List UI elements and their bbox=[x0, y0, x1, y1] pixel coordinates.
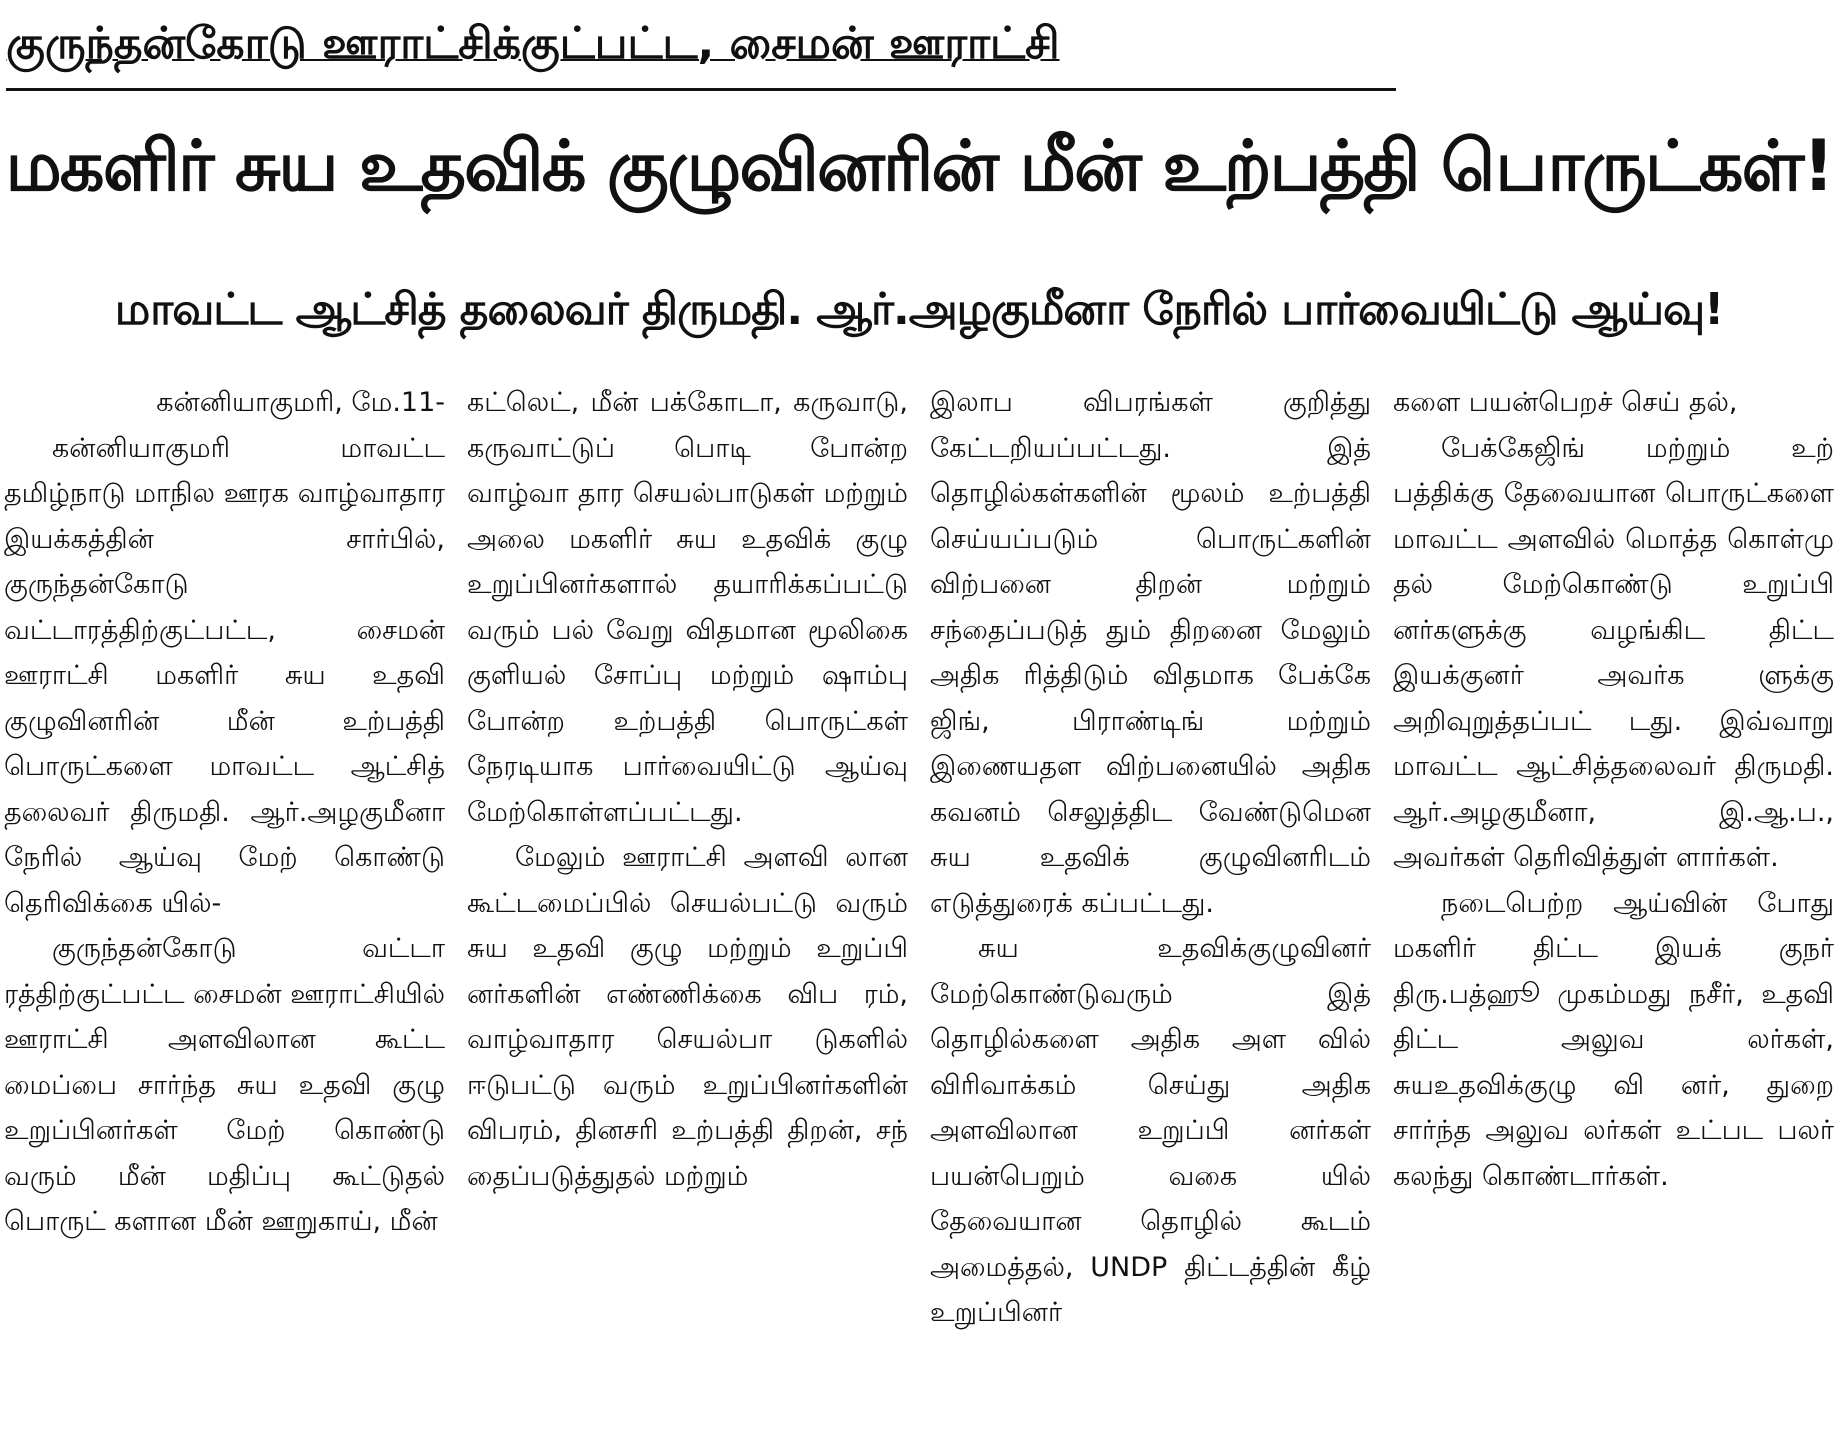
subheadline: மாவட்ட ஆட்சித் தலைவர் திருமதி. ஆர்.அழகுமீனா நேரில் பார்வையிட்டு ஆய்வு! bbox=[114, 283, 1724, 335]
paragraph: மேலும் ஊராட்சி அளவி லான கூட்டமைப்பில் செயல்பட்டு வரும் சுய உதவி குழு மற்றும் உறுப்பி னர்களின் எண்ணிக்கை விப ரம், வாழ்வாதார செயல்பா டுகளில் ஈடுபட்டு வரும் உறுப்பினர்களின் விபரம், தினசரி உற்பத்தி திறன், சந் தைப்படுத்துதல் மற்றும் bbox=[467, 842, 908, 1192]
paragraph: களை பயன்பெறச் செய் தல், bbox=[1393, 387, 1738, 418]
headline: மகளிர் சுய உதவிக் குழுவினரின் மீன் உற்பத்தி பொருட்கள்! bbox=[5, 124, 1833, 207]
kicker-line bbox=[6, 4, 1396, 91]
kicker-text: குருந்தன்கோடு ஊராட்சிக்குட்பட்ட, சைமன் ஊராட்சி bbox=[6, 17, 1060, 69]
paragraph: கன்னியாகுமரி மாவட்ட தமிழ்நாடு மாநில ஊரக வாழ்வாதார இயக்கத்தின் சார்பில், குருந்தன்கோடு வட்டாரத்திற்குட்பட்ட, சைமன் ஊராட்சி மகளிர் சுய உதவி குழுவினரின் மீன் உற்பத்தி பொருட்களை மாவட்ட ஆட்சித் தலைவர் திருமதி. ஆர்.அழகுமீனா நேரில் ஆய்வு மேற் கொண்டு தெரிவிக்கை யில்- bbox=[4, 432, 445, 919]
paragraph: சுய உதவிக்குழுவினர் மேற்கொண்டுவரும் இத் தொழில்களை அதிக அள வில் விரிவாக்கம் செய்து அதிக அளவிலான உறுப்பி னர்கள் பயன்பெறும் வகை யில் தேவையான தொழில் கூடம் அமைத்தல், UNDP திட்டத்தின் கீழ் உறுப்பினர் bbox=[930, 933, 1371, 1328]
paragraph: இலாப விபரங்கள் குறித்து கேட்டறியப்பட்டது. இத் தொழில்கள்களின் மூலம் உற்பத்தி செய்யப்படும் பொருட்களின் விற்பனை திறன் மற்றும் சந்தைப்படுத் தும் திறனை மேலும் அதிக ரித்திடும் விதமாக பேக்கே ஜிங், பிராண்டிங் மற்றும் இணையதள விற்பனையில் அதிக கவனம் செலுத்திட வேண்டுமென சுய உதவிக் குழுவினரிடம் எடுத்துரைக் கப்பட்டது. bbox=[930, 387, 1371, 919]
article-column-4 bbox=[1393, 380, 1834, 1440]
article-body bbox=[4, 380, 1834, 1440]
paragraph: நடைபெற்ற ஆய்வின் போது மகளிர் திட்ட இயக் குநர் திரு.பத்ஹூ முகம்மது நசீர், உதவி திட்ட அலுவ லர்கள், சுயஉதவிக்குழு வி னர், துறை சார்ந்த அலுவ லர்கள் உட்பட பலர் கலந்து கொண்டார்கள். bbox=[1393, 887, 1834, 1192]
paragraph: குருந்தன்கோடு வட்டா ரத்திற்குட்பட்ட சைமன் ஊராட்சியில் ஊராட்சி அளவிலான கூட்ட மைப்பை சார்ந்த சுய உதவி குழு உறுப்பினர்கள் மேற் கொண்டு வரும் மீன் மதிப்பு கூட்டுதல் பொருட் களான மீன் ஊறுகாய், மீன் bbox=[4, 933, 445, 1237]
article-column-3 bbox=[930, 380, 1371, 1440]
article-column-1 bbox=[4, 380, 445, 1440]
paragraph: கட்லெட், மீன் பக்கோடா, கருவாடு, கருவாட்டுப் பொடி போன்ற வாழ்வா தார செயல்பாடுகள் மற்றும் அலை மகளிர் சுய உதவிக் குழு உறுப்பினர்களால் தயாரிக்கப்பட்டு வரும் பல் வேறு விதமான மூலிகை குளியல் சோப்பு மற்றும் ஷாம்பு போன்ற உற்பத்தி பொருட்கள் நேரடியாக பார்வையிட்டு ஆய்வு மேற்கொள்ளப்பட்டது. bbox=[467, 387, 908, 828]
dateline: கன்னியாகுமரி, மே.11- bbox=[156, 387, 445, 418]
paragraph: பேக்கேஜிங் மற்றும் உற் பத்திக்கு தேவையான பொருட்களை மாவட்ட அளவில் மொத்த கொள்மு தல் மேற்கொண்டு உறுப்பி னர்களுக்கு வழங்கிட திட்ட இயக்குனர் அவர்க ளுக்கு அறிவுறுத்தப்பட் டது. இவ்வாறு மாவட்ட ஆட்சித்தலைவர் திருமதி. ஆர்.அழகுமீனா, இ.ஆ.ப., அவர்கள் தெரிவித்துள் ளார்கள். bbox=[1393, 432, 1834, 873]
article-column-2 bbox=[467, 380, 908, 1440]
